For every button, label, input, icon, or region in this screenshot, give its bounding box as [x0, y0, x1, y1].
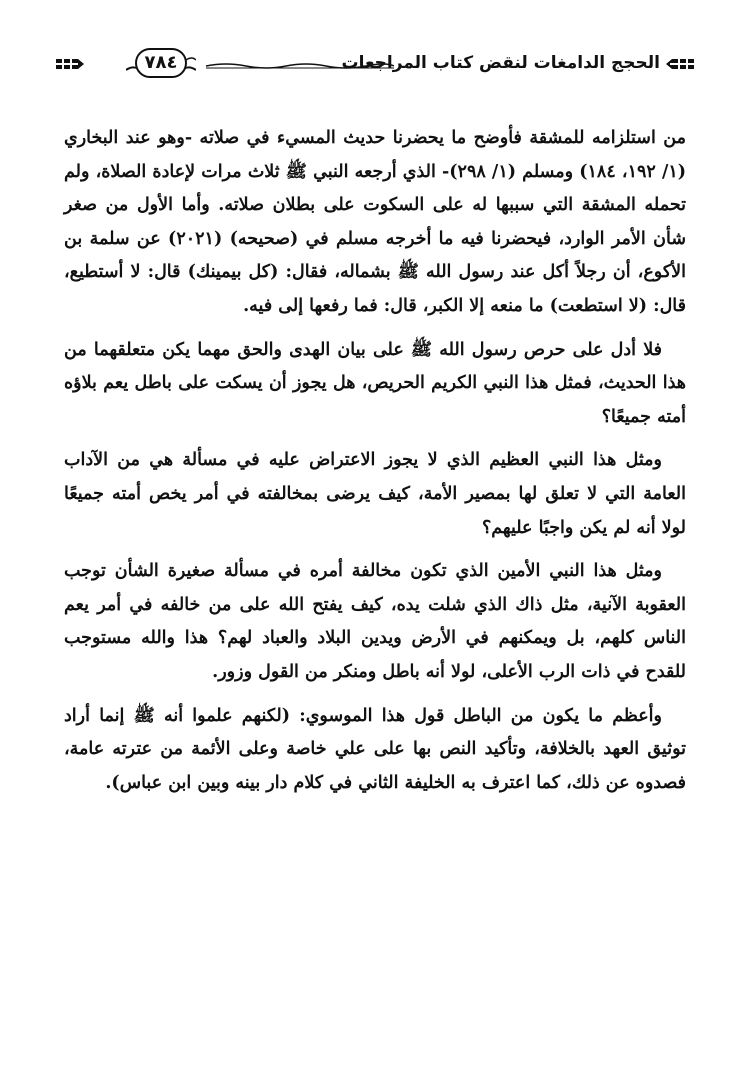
paragraph-5: وأعظم ما يكون من الباطل قول هذا الموسوي: (لكنهم علموا أنه ﷺ إنما أراد توثيق العهد بالخلافة، وتأكيد النص بها على علي خاصة وعلى الأئمة من عترته عامة، فصدوه عن ذلك، كما اعترف به الخليفة الثاني في كلام دار بينه وبين ابن عباس). [64, 705, 686, 793]
left-ornament-icon [56, 57, 84, 71]
paragraph-2: فلا أدل على حرص رسول الله ﷺ على بيان الهدى والحق مهما يكن متعلقهما من هذا الحديث، فمثل هذا النبي الكريم الحريص، هل يجوز أن يسكت على باطل يعم بلاؤه أمته جميعًا؟ [64, 339, 686, 427]
paragraph-3: ومثل هذا النبي العظيم الذي لا يجوز الاعتراض عليه في مسألة هي من الآداب العامة التي لا تعلق لها بمصير الأمة، كيف يرضى بمخالفته في أمر يخص أمته جميعًا لولا أنه لم يكن واجبًا عليهم؟ [64, 450, 686, 538]
page-number: ٧٨٤ [144, 52, 178, 73]
body-text [64, 122, 686, 810]
paragraph-4: ومثل هذا النبي الأمين الذي تكون مخالفة أمره في مسألة صغيرة الشأن توجب العقوبة الآنية، مثل ذاك الذي شلت يده، كيف يفتح الله على من خالفه في أمر يعم الناس كلهم، بل ويمكنهم في الأرض ويدين البلاد والعباد لهم؟ هذا والله مستوجب للقدح في ذات الرب الأعلى، لولا أنه باطل ومنكر من القول وزور. [64, 561, 686, 682]
running-header [56, 40, 694, 90]
paragraph-1: من استلزامه للمشقة فأوضح ما يحضرنا حديث المسيء في صلاته -وهو عند البخاري (١/ ١٩٢، ١٨٤) ومسلم (١/ ٢٩٨)- الذي أرجعه النبي ﷺ ثلاث مرات لإعادة الصلاة، ولم تحمله المشقة التي سببها له على السكوت على بطلان صلاته. وأما الأول من صغر شأن الأمر الوارد، فيحضرنا فيه ما أخرجه مسلم في (صحيحه) (٢٠٢١) عن سلمة بن الأكوع، أن رجلاً أكل عند رسول الله ﷺ بشماله، فقال: (كل بيمينك) قال: لا أستطيع، قال: (لا استطعت) ما منعه إلا الكبر، قال: فما رفعها إلى فيه. [64, 128, 687, 316]
page-header-title: الحجج الدامغات لنقض كتاب المراجعات [341, 53, 660, 73]
right-ornament-icon [666, 57, 694, 71]
